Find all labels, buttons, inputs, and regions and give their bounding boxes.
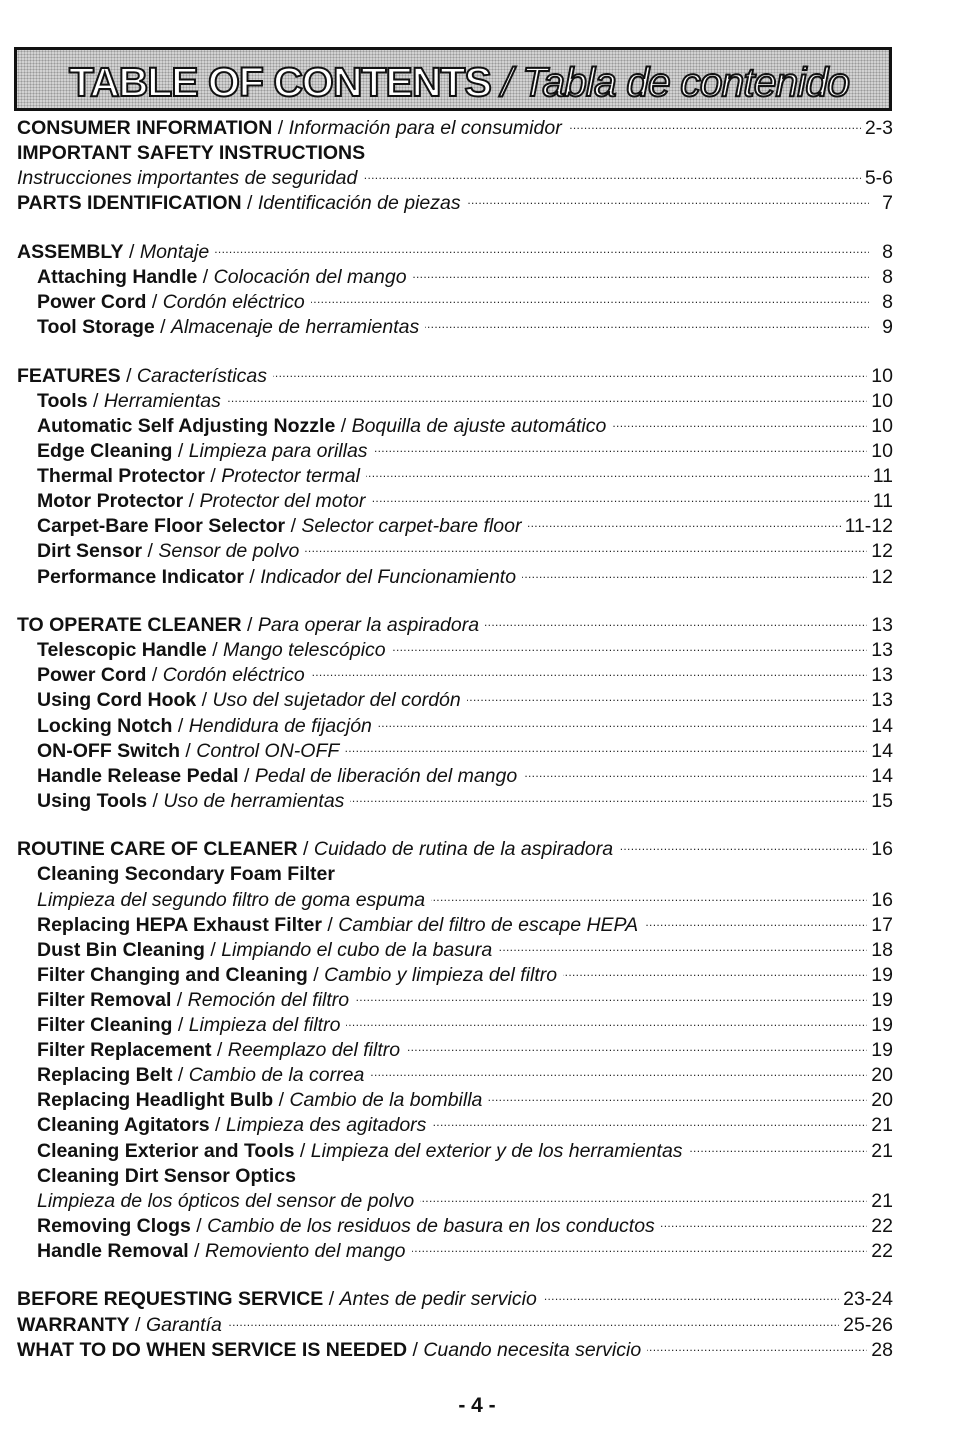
dot-leader (370, 1063, 867, 1088)
entry-page-number: 20 (871, 1089, 893, 1112)
entry-separator: / (129, 1313, 146, 1336)
toc-entry (17, 1239, 893, 1264)
entry-title-english: Cleaning Exterior and Tools (37, 1139, 295, 1162)
entry-page-number: 8 (882, 240, 893, 263)
entry-page-number: 25-26 (843, 1313, 893, 1336)
toc-entry (17, 191, 893, 216)
entry-separator: / (87, 389, 104, 412)
table-of-contents (17, 116, 893, 1363)
entry-title-spanish: Uso de herramientas (163, 789, 345, 812)
entry-page-number: 19 (871, 988, 893, 1011)
entry-title-spanish: Limpieza de los ópticos del sensor de polvo (37, 1189, 415, 1212)
dot-leader (420, 1189, 867, 1214)
dot-leader (543, 1287, 839, 1312)
entry-separator: / (197, 266, 214, 289)
toc-entry (17, 1063, 893, 1088)
entry-page-number: 12 (871, 540, 893, 563)
entry-page-number: 16 (871, 888, 893, 911)
toc-entry (17, 565, 893, 590)
title-english: TABLE OF CONTENTS (69, 59, 491, 105)
entry-separator: / (123, 240, 140, 263)
entry-title-english: Motor Protector (37, 490, 184, 513)
toc-entry (17, 439, 893, 464)
entry-page-number: 16 (871, 838, 893, 861)
entry-title-spanish: Información para el consumidor (288, 117, 562, 140)
entry-title-spanish: Garantía (145, 1313, 222, 1336)
entry-page-number: 11 (872, 490, 893, 513)
toc-entry (17, 290, 893, 315)
entry-title-spanish: Cordón eléctrico (162, 291, 305, 314)
entry-separator: / (204, 465, 222, 488)
entry-separator: / (172, 1014, 189, 1037)
entry-title-spanish: Cambio y limpieza del filtro (324, 963, 558, 986)
entry-separator: / (171, 988, 188, 1011)
entry-title-english: WHAT TO DO WHEN SERVICE IS NEEDED (17, 1338, 408, 1361)
toc-entry (17, 116, 893, 141)
entry-title-spanish: Indicador del Funcionamiento (260, 565, 517, 588)
entry-title-spanish: Boquilla de ajuste automático (351, 414, 607, 437)
dot-leader (228, 1313, 839, 1338)
entry-title-spanish: Limpiando el cubo de la basura (221, 938, 493, 961)
entry-title-english: Cleaning Agitators (37, 1114, 210, 1137)
entry-page-number: 14 (871, 764, 893, 787)
toc-entry (17, 1214, 893, 1239)
entry-page-number: 18 (871, 938, 893, 961)
entry-separator: / (335, 414, 352, 437)
entry-title-english: WARRANTY (17, 1313, 130, 1336)
entry-page-number: 9 (882, 316, 893, 339)
dot-leader (568, 116, 861, 141)
entry-title-spanish: Reemplazo del filtro (227, 1039, 401, 1062)
dot-leader (412, 1239, 868, 1264)
entry-title-spanish: Cordón eléctrico (162, 664, 305, 687)
entry-title-spanish: Removiento del mango (204, 1239, 406, 1262)
entry-title-spanish: Control ON-OFF (196, 739, 340, 762)
entry-separator: / (146, 664, 163, 687)
dot-leader (467, 191, 869, 216)
entry-title-english: Cleaning Dirt Sensor Optics (37, 1164, 296, 1187)
entry-title-spanish: Mango telescópico (223, 639, 386, 662)
entry-title-spanish: Pedal de liberación del mango (254, 764, 518, 787)
entry-title-english: Carpet-Bare Floor Selector (37, 515, 286, 538)
dot-leader (425, 315, 869, 340)
entry-separator: / (188, 1239, 205, 1262)
entry-separator: / (238, 764, 255, 787)
toc-entry (17, 489, 893, 514)
dot-leader (647, 1338, 867, 1363)
dot-leader (619, 837, 867, 862)
entry-title-spanish: Identificación de piezas (257, 192, 461, 215)
entry-title-english: Attaching Handle (37, 266, 198, 289)
entry-title-english: Filter Replacement (37, 1039, 212, 1062)
entry-title-english: Handle Release Pedal (37, 764, 239, 787)
dot-leader (431, 888, 867, 913)
entry-title-english: BEFORE REQUESTING SERVICE (17, 1288, 324, 1311)
dot-leader (273, 364, 867, 389)
entry-separator: / (323, 1288, 340, 1311)
entry-title-spanish: Cambio de la correa (188, 1064, 365, 1087)
toc-entry (17, 913, 893, 938)
entry-separator: / (147, 789, 164, 812)
dot-leader (366, 464, 869, 489)
entry-title-spanish: Instrucciones importantes de seguridad (17, 167, 358, 190)
entry-title-english: FEATURES (17, 364, 121, 387)
entry-page-number: 11-12 (844, 515, 893, 538)
toc-entry (17, 988, 893, 1013)
dot-leader (498, 938, 867, 963)
entry-title-english: Telescopic Handle (37, 639, 207, 662)
toc-entry (17, 963, 893, 988)
dot-leader (311, 663, 868, 688)
dot-leader (661, 1214, 867, 1239)
entry-title-spanish: Colocación del mango (213, 266, 407, 289)
entry-page-number: 10 (871, 364, 893, 387)
entry-title-spanish: Limpieza del exterior y de los herramientas (310, 1139, 683, 1162)
entry-title-english: ROUTINE CARE OF CLEANER (17, 838, 298, 861)
dot-leader (467, 688, 868, 713)
entry-page-number: 10 (871, 389, 893, 412)
entry-title-spanish: Cambio de los residuos de basura en los conductos (207, 1214, 655, 1237)
toc-entry (17, 1313, 893, 1338)
page-title (69, 57, 849, 107)
entry-page-number: 8 (882, 266, 893, 289)
dot-leader (305, 539, 867, 564)
entry-separator: / (172, 440, 189, 463)
toc-entry (17, 166, 893, 191)
entry-page-number: 22 (871, 1214, 893, 1237)
entry-title-spanish: Almacenaje de herramientas (171, 316, 420, 339)
toc-entry (17, 1088, 893, 1113)
dot-leader (392, 638, 868, 663)
entry-title-spanish: Protector del motor (199, 490, 366, 513)
toc-entry (17, 764, 893, 789)
entry-title-english: Power Cord (37, 664, 147, 687)
entry-title-english: ON-OFF Switch (37, 739, 180, 762)
entry-title-english: Removing Clogs (37, 1214, 191, 1237)
dot-leader (227, 389, 867, 414)
toc-entry (17, 862, 893, 887)
entry-separator: / (241, 192, 258, 215)
entry-title-english: Automatic Self Adjusting Nozzle (37, 414, 336, 437)
entry-title-english: Performance Indicator (37, 565, 244, 588)
entry-title-english: Edge Cleaning (37, 440, 173, 463)
entry-title-spanish: Cambiar del filtro de escape HEPA (338, 913, 639, 936)
entry-separator: / (190, 1214, 208, 1237)
entry-title-english: Dust Bin Cleaning (37, 938, 205, 961)
dot-leader (612, 414, 867, 439)
entry-title-spanish: Herramientas (103, 389, 221, 412)
toc-entry (17, 638, 893, 663)
entry-separator: / (307, 963, 325, 986)
title-banner (14, 47, 892, 111)
toc-entry (17, 837, 893, 862)
entry-separator: / (321, 913, 339, 936)
entry-page-number: 7 (882, 192, 893, 215)
entry-separator: / (196, 689, 213, 712)
entry-title-spanish: Selector carpet-bare floor (301, 515, 522, 538)
toc-entry (17, 1138, 893, 1163)
toc-entry (17, 1113, 893, 1138)
entry-page-number: 13 (871, 614, 893, 637)
entry-separator: / (204, 938, 222, 961)
entry-title-english: Dirt Sensor (37, 540, 143, 563)
toc-entry (17, 240, 893, 265)
entry-page-number: 10 (871, 440, 893, 463)
dot-leader (523, 764, 867, 789)
entry-separator: / (172, 714, 189, 737)
entry-title-spanish: Características (136, 364, 267, 387)
entry-page-number: 8 (882, 291, 893, 314)
toc-entry (17, 789, 893, 814)
entry-page-number: 19 (871, 963, 893, 986)
entry-page-number: 11 (872, 465, 893, 488)
entry-page-number: 19 (871, 1014, 893, 1037)
entry-page-number: 14 (871, 739, 893, 762)
entry-page-number: 23-24 (843, 1288, 893, 1311)
dot-leader (378, 714, 867, 739)
dot-leader (522, 565, 867, 590)
dot-leader (363, 166, 860, 191)
entry-page-number: 21 (871, 1139, 893, 1162)
entry-page-number: 15 (871, 789, 893, 812)
entry-page-number: 17 (871, 913, 893, 936)
entry-page-number: 21 (871, 1189, 893, 1212)
entry-title-spanish: Limpieza del segundo filtro de goma espuma (37, 888, 426, 911)
entry-title-english: Filter Cleaning (37, 1014, 173, 1037)
entry-page-number: 20 (871, 1064, 893, 1087)
entry-title-spanish: Sensor de polvo (158, 540, 300, 563)
toc-entry (17, 938, 893, 963)
entry-title-spanish: Montaje (139, 240, 210, 263)
entry-separator: / (273, 1089, 290, 1112)
entry-title-english: PARTS IDENTIFICATION (17, 192, 242, 215)
entry-separator: / (407, 1338, 424, 1361)
entry-title-spanish: Protector termal (221, 465, 360, 488)
dot-leader (432, 1113, 867, 1138)
entry-page-number: 12 (871, 565, 893, 588)
entry-separator: / (142, 540, 159, 563)
dot-leader (215, 240, 869, 265)
entry-page-number: 28 (871, 1338, 893, 1361)
dot-leader (350, 789, 867, 814)
entry-page-number: 2-3 (864, 117, 893, 140)
toc-entry (17, 1013, 893, 1038)
toc-entry (17, 464, 893, 489)
entry-separator: / (243, 565, 261, 588)
entry-page-number: 13 (871, 639, 893, 662)
entry-separator: / (183, 490, 200, 513)
entry-title-english: IMPORTANT SAFETY INSTRUCTIONS (17, 142, 366, 165)
entry-page-number: 14 (871, 714, 893, 737)
entry-title-spanish: Cuidado de rutina de la aspiradora (313, 838, 614, 861)
entry-title-spanish: Limpieza para orillas (188, 440, 368, 463)
entry-title-english: Replacing Headlight Bulb (37, 1089, 274, 1112)
toc-entry (17, 414, 893, 439)
entry-title-spanish: Antes de pedir servicio (339, 1288, 537, 1311)
entry-separator: / (285, 515, 302, 538)
dot-leader (371, 489, 868, 514)
dot-leader (563, 963, 867, 988)
toc-entry (17, 539, 893, 564)
dot-leader (346, 1013, 867, 1038)
entry-title-english: Replacing Belt (37, 1064, 173, 1087)
entry-title-english: Using Cord Hook (37, 689, 197, 712)
entry-separator: / (180, 739, 197, 762)
entry-title-spanish: Cuando necesita servicio (423, 1338, 642, 1361)
toc-entry (17, 364, 893, 389)
toc-entry (17, 1164, 893, 1189)
entry-title-english: ASSEMBLY (17, 240, 124, 263)
entry-title-spanish: Uso del sujetador del cordón (212, 689, 461, 712)
entry-title-english: Thermal Protector (37, 465, 205, 488)
dot-leader (488, 1088, 867, 1113)
entry-separator: / (297, 838, 314, 861)
entry-title-english: TO OPERATE CLEANER (17, 614, 242, 637)
entry-page-number: 13 (871, 689, 893, 712)
entry-title-spanish: Remoción del filtro (187, 988, 350, 1011)
entry-separator: / (294, 1139, 311, 1162)
entry-page-number: 5-6 (864, 167, 893, 190)
dot-leader (644, 913, 867, 938)
entry-title-english: Replacing HEPA Exhaust Filter (37, 913, 322, 936)
entry-separator: / (172, 1064, 189, 1087)
entry-page-number: 10 (871, 414, 893, 437)
entry-title-spanish: Hendidura de fijacjón (188, 714, 372, 737)
entry-title-spanish: Limpieza des agitadors (225, 1114, 427, 1137)
dot-leader (406, 1038, 867, 1063)
dot-leader (355, 988, 867, 1013)
entry-title-english: Tool Storage (37, 316, 155, 339)
toc-entry (17, 888, 893, 913)
dot-leader (527, 514, 840, 539)
toc-entry (17, 514, 893, 539)
entry-separator: / (206, 639, 224, 662)
toc-entry (17, 613, 893, 638)
title-spanish: Tabla de contenido (522, 59, 850, 105)
entry-title-english: Power Cord (37, 291, 147, 314)
toc-entry (17, 713, 893, 738)
toc-entry (17, 1287, 893, 1312)
dot-leader (345, 739, 867, 764)
toc-entry (17, 1189, 893, 1214)
entry-separator: / (241, 614, 258, 637)
toc-entry (17, 739, 893, 764)
entry-separator: / (120, 364, 137, 387)
toc-entry (17, 315, 893, 340)
entry-title-spanish: Para operar la aspiradora (257, 614, 480, 637)
toc-entry (17, 1038, 893, 1063)
toc-entry (17, 265, 893, 290)
page-number: - 4 - (458, 1394, 496, 1417)
entry-title-spanish: Cambio de la bombilla (289, 1089, 483, 1112)
entry-title-spanish: Limpieza del filtro (188, 1014, 341, 1037)
entry-title-english: CONSUMER INFORMATION (17, 117, 273, 140)
entry-title-english: Cleaning Secondary Foam Filter (37, 863, 335, 886)
dot-leader (689, 1139, 868, 1164)
entry-separator: / (272, 117, 289, 140)
entry-separator: / (211, 1039, 228, 1062)
entry-page-number: 19 (871, 1039, 893, 1062)
entry-page-number: 22 (871, 1239, 893, 1262)
entry-title-english: Locking Notch (37, 714, 173, 737)
entry-title-english: Tools (37, 389, 88, 412)
entry-separator: / (146, 291, 163, 314)
title-separator: / (490, 59, 523, 105)
entry-page-number: 13 (871, 664, 893, 687)
entry-title-english: Filter Changing and Cleaning (37, 963, 308, 986)
entry-title-english: Using Tools (37, 789, 148, 812)
entry-separator: / (209, 1114, 226, 1137)
dot-leader (485, 613, 867, 638)
dot-leader (413, 265, 869, 290)
toc-entry (17, 389, 893, 414)
toc-entry (17, 141, 893, 166)
entry-separator: / (154, 316, 171, 339)
dot-leader (311, 290, 869, 315)
entry-title-english: Handle Removal (37, 1239, 189, 1262)
entry-title-english: Filter Removal (37, 988, 172, 1011)
toc-entry (17, 688, 893, 713)
toc-entry (17, 663, 893, 688)
toc-entry (17, 1338, 893, 1363)
dot-leader (374, 439, 868, 464)
entry-page-number: 21 (871, 1114, 893, 1137)
